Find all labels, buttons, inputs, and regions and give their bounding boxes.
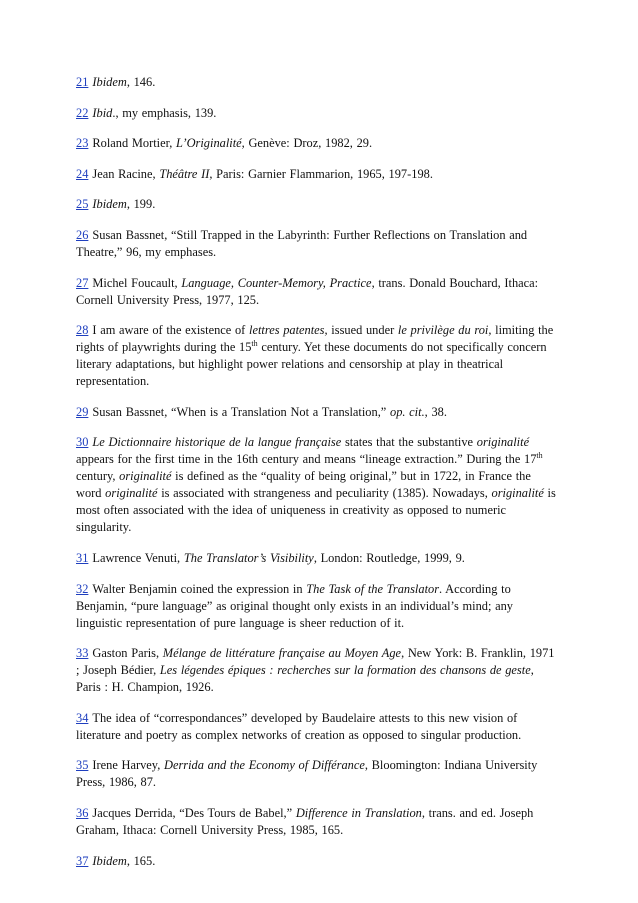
note-text: limiting the rights of playwrights during the 15	[76, 323, 554, 355]
endnote-32	[76, 581, 560, 632]
italic-text: originalité	[491, 486, 544, 501]
note-text: , Bloomington: Indiana University Press, 1986, 87.	[76, 758, 538, 790]
endnote-number-link[interactable]: 22	[76, 105, 89, 120]
note-text: , trans. Donald Bouchard, Ithaca: Cornell University Press, 1977, 125.	[76, 275, 539, 307]
italic-text: The Translator’s Visibility	[183, 550, 314, 565]
endnote-number-link[interactable]: 33	[76, 646, 89, 661]
note-text: Michel Foucault,	[92, 275, 182, 290]
italic-text: The Task of the Translator	[306, 581, 440, 596]
italic-text: originalité	[119, 469, 172, 484]
note-text: century. Yet these documents do not specifically concern literary adaptations, but highlight power relations and censorship at play in theatrical representation.	[76, 340, 547, 389]
endnote-27	[76, 275, 560, 309]
note-text: Roland Mortier,	[92, 136, 177, 151]
note-text: is associated with strangeness and peculiarity (1385). Nowadays,	[157, 486, 492, 501]
note-text: states that the substantive	[341, 435, 477, 450]
endnote-number-link[interactable]: 36	[76, 805, 89, 820]
endnote-28	[76, 322, 560, 390]
endnote-22	[76, 105, 560, 122]
endnote-23	[76, 135, 560, 152]
note-text: Lawrence Venuti,	[92, 550, 184, 565]
italic-text: Les légendes épiques : recherches sur la formation des chansons de geste	[159, 663, 531, 678]
note-text: , London: Routledge, 1999, 9.	[313, 550, 465, 565]
endnote-29	[76, 404, 560, 421]
note-text: , 38.	[424, 404, 447, 419]
endnote-21	[76, 74, 560, 91]
italic-text: lettres patentes,	[249, 323, 328, 338]
note-text: Susan Bassnet, “When is a Translation Not a Translation,”	[92, 404, 390, 419]
italic-text: Ibidem	[92, 853, 127, 868]
italic-text: originalité	[476, 435, 530, 450]
note-text: Susan Bassnet, “Still Trapped in the Labyrinth: Further Reflections on Translation and Theatre,” 96, my emphases.	[76, 227, 528, 259]
note-text: Walter Benjamin coined the expression in	[92, 581, 307, 596]
endnote-31	[76, 550, 560, 567]
endnote-35	[76, 757, 560, 791]
endnote-25	[76, 196, 560, 213]
endnote-34	[76, 710, 560, 744]
italic-text: Derrida and the Economy of Différance	[164, 758, 365, 773]
italic-text: originalité	[105, 486, 158, 501]
endnote-number-link[interactable]: 30	[76, 435, 89, 450]
endnote-30	[76, 434, 560, 536]
endnote-number-link[interactable]: 35	[76, 758, 89, 773]
note-text: , 165.	[126, 853, 156, 868]
endnotes-list	[76, 74, 560, 883]
note-text: . According to Benjamin, “pure language” as original thought only exists in an individual’s mind; any linguistic representation of pure language is sheer reduction of it.	[76, 581, 514, 630]
italic-text: Language, Counter-Memory, Practice	[181, 275, 372, 290]
note-text: Irene Harvey,	[92, 758, 164, 773]
note-text: century,	[76, 469, 120, 484]
note-text: , Paris : H. Champion, 1926.	[76, 663, 534, 695]
endnote-number-link[interactable]: 31	[76, 550, 89, 565]
note-text: , 199.	[126, 197, 156, 212]
italic-text: Ibid	[92, 105, 113, 120]
note-text: is most often associated with the idea of uniqueness in creativity as opposed to numeric singularity.	[76, 486, 556, 535]
endnote-number-link[interactable]: 21	[76, 75, 89, 89]
italic-text: Le Dictionnaire historique de la langue française	[92, 435, 342, 450]
note-text: Jean Racine,	[92, 166, 160, 181]
italic-text: L’Originalité,	[176, 136, 245, 151]
italic-text: op. cit.	[390, 404, 425, 419]
superscript-text: th	[251, 339, 258, 349]
note-text: is defined as the “quality of being original,” but in 1722, in France the word	[76, 469, 531, 501]
endnote-number-link[interactable]: 23	[76, 136, 89, 151]
endnote-number-link[interactable]: 28	[76, 323, 89, 338]
endnote-33	[76, 645, 560, 696]
note-text: I am aware of the existence of	[92, 323, 249, 338]
endnote-number-link[interactable]: 29	[76, 404, 89, 419]
italic-text: Théâtre II,	[159, 166, 213, 181]
italic-text: Ibidem	[92, 197, 127, 212]
note-text: , trans. and ed. Joseph Graham, Ithaca: Cornell University Press, 1985, 165.	[76, 805, 534, 837]
italic-text: Ibidem	[92, 75, 127, 89]
italic-text: Difference in Translation	[295, 805, 422, 820]
endnote-number-link[interactable]: 27	[76, 275, 89, 290]
endnote-24	[76, 166, 560, 183]
note-text: appears for the first time in the 16th century and means “lineage extraction.” During the 17	[76, 452, 537, 467]
endnote-number-link[interactable]: 25	[76, 197, 89, 212]
endnote-number-link[interactable]: 37	[76, 853, 89, 868]
italic-text: le privilège du roi,	[397, 323, 492, 338]
note-text: ., my emphasis, 139.	[112, 105, 217, 120]
endnote-37	[76, 853, 560, 870]
italic-text: Mélange de littérature française au Moyen Age	[162, 646, 402, 661]
note-text: Gaston Paris,	[92, 646, 163, 661]
endnote-36	[76, 805, 560, 839]
endnote-number-link[interactable]: 26	[76, 227, 89, 242]
endnote-number-link[interactable]: 32	[76, 581, 89, 596]
endnote-26	[76, 227, 560, 261]
note-text: Paris: Garnier Flammarion, 1965, 197-198.	[212, 166, 433, 181]
superscript-text: th	[536, 451, 543, 461]
endnote-number-link[interactable]: 34	[76, 710, 89, 725]
endnote-number-link[interactable]: 24	[76, 166, 89, 181]
note-text: issued under	[327, 323, 398, 338]
note-text: , 146.	[126, 75, 156, 89]
note-text: Jacques Derrida, “Des Tours de Babel,”	[92, 805, 296, 820]
note-text: Genève: Droz, 1982, 29.	[244, 136, 373, 151]
note-text: The idea of “correspondances” developed by Baudelaire attests to this new vision of literature and poetry as complex networks of creation as opposed to singular production.	[76, 710, 522, 742]
note-text: , New York: B. Franklin, 1971 ; Joseph Bédier,	[76, 646, 555, 678]
